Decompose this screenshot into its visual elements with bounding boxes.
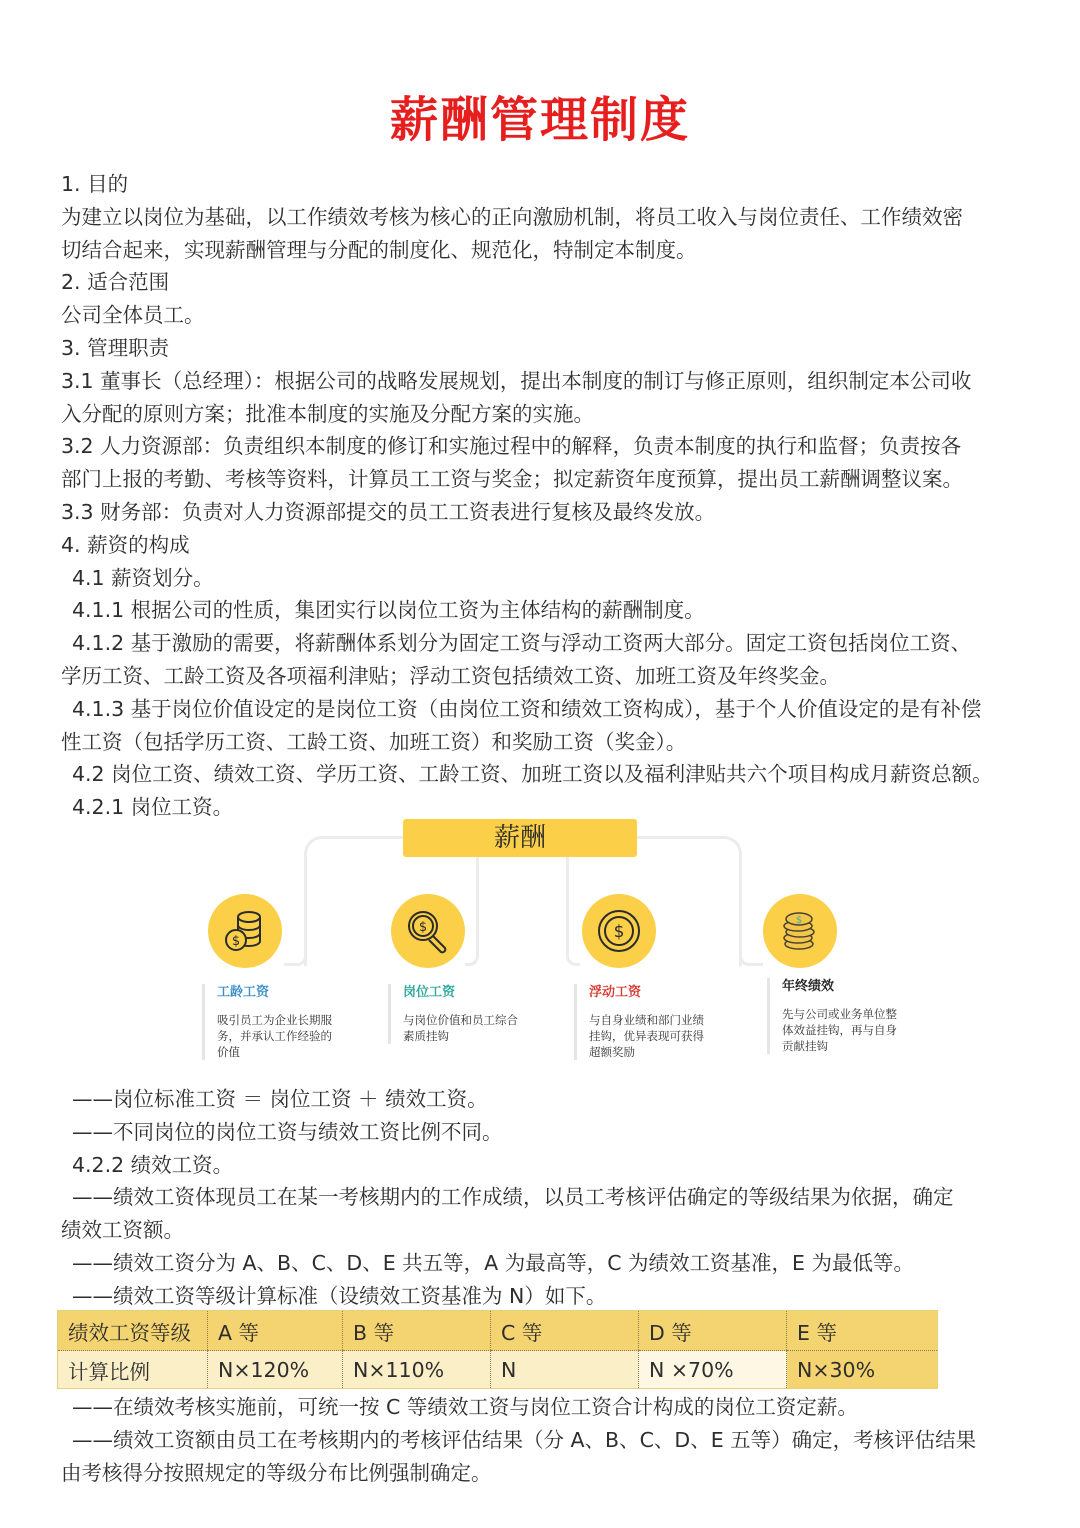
table-header-cell: B 等	[343, 1311, 491, 1351]
table-header-cell: D 等	[639, 1311, 787, 1351]
magnifier-dollar-icon	[391, 894, 465, 968]
node-desc-line: 务，并承认工作经验的	[217, 1029, 332, 1043]
section-3-1-line1: 3.1 董事长（总经理）：根据公司的战略发展规划，提出本制度的制订与修正原则，组织制定本公司收	[61, 368, 972, 393]
section-4-2-1: 4.2.1 岗位工资。	[72, 795, 234, 820]
section-2-heading: 2. 适合范围	[61, 270, 170, 295]
node-desc-line: 先与公司或业务单位整	[782, 1007, 897, 1021]
section-3-1-line2: 入分配的原则方案；批准本制度的实施及分配方案的实施。	[61, 401, 594, 426]
coin-stack-dollar-icon	[208, 894, 282, 968]
node-desc-line: 体效益挂钩，再与自身	[782, 1023, 897, 1037]
section-4-1-3-line2: 性工资（包括学历工资、工龄工资、加班工资）和奖励工资（奖金）。	[61, 729, 687, 754]
node-year-end-performance	[767, 978, 942, 1054]
performance-desc-line1: ——绩效工资体现员工在某一考核期内的工作成绩，以员工考核评估确定的等级结果为依据，确定	[72, 1185, 954, 1210]
section-3-heading: 3. 管理职责	[61, 335, 170, 360]
node-desc-line: 挂钩，优异表现可获得	[589, 1029, 704, 1043]
section-4-2: 4.2 岗位工资、绩效工资、学历工资、工龄工资、加班工资以及福利津贴共六个项目构成月薪资总额。	[72, 762, 993, 787]
node-title: 年终绩效	[782, 979, 835, 994]
section-1-heading: 1. 目的	[61, 172, 129, 196]
table-header-cell: C 等	[491, 1311, 639, 1351]
node-seniority-pay	[202, 984, 377, 1060]
section-4-1-3-line1: 4.1.3 基于岗位价值设定的是岗位工资（由岗位工资和绩效工资构成），基于个人价值设定的是有补偿	[72, 696, 982, 721]
table-cell: N	[491, 1351, 639, 1389]
section-4-heading: 4. 薪资的构成	[61, 532, 190, 557]
section-4-1-2-line2: 学历工资、工龄工资及各项福利津贴；浮动工资包括绩效工资、加班工资及年终奖金。	[61, 663, 840, 688]
gold-coins-icon	[763, 894, 837, 968]
node-position-pay	[388, 984, 563, 1044]
formula-line: ——岗位标准工资 ＝ 岗位工资 ＋ 绩效工资。	[72, 1087, 488, 1111]
assessment-result-line1: ——绩效工资额由员工在考核期内的考核评估结果（分 A、B、C、D、E 五等）确定，考核评估结果	[72, 1427, 977, 1452]
section-4-2-2: 4.2.2 绩效工资。	[72, 1152, 234, 1177]
table-row	[58, 1351, 938, 1389]
node-title: 岗位工资	[403, 985, 456, 1000]
node-desc-line: 与岗位价值和员工综合	[403, 1013, 518, 1027]
document-title: 薪酬管理制度	[389, 92, 690, 148]
ratio-note: ——不同岗位的岗位工资与绩效工资比例不同。	[72, 1119, 503, 1144]
table-header-row	[58, 1311, 938, 1351]
section-1-body-line1: 为建立以岗位为基础，以工作绩效考核为核心的正向激励机制，将员工收入与岗位责任、工作绩效密	[61, 204, 963, 229]
node-desc-line: 超额奖励	[589, 1045, 635, 1059]
svg-text:$: $	[613, 922, 625, 942]
node-desc	[403, 1012, 563, 1044]
node-desc	[217, 1012, 377, 1060]
salary-structure-diagram	[200, 812, 900, 1077]
assessment-result-line2: 由考核得分按照规定的等级分布比例强制确定。	[61, 1460, 492, 1485]
node-desc-line: 价值	[217, 1045, 240, 1059]
section-4-1-2-line1: 4.1.2 基于激励的需要，将薪酬体系划分为固定工资与浮动工资两大部分。固定工资包括岗位工资、	[72, 631, 972, 656]
svg-text:$: $	[795, 915, 803, 926]
section-3-2-line1: 3.2 人力资源部：负责组织本制度的修订和实施过程中的解释，负责本制度的执行和监督；负责按各	[61, 434, 962, 459]
performance-desc-line2: 绩效工资额。	[61, 1218, 184, 1243]
node-floating-pay	[574, 984, 749, 1060]
table-cell: N ×70%	[639, 1351, 787, 1389]
table-header-cell: E 等	[787, 1311, 938, 1351]
svg-text:$: $	[418, 920, 428, 935]
table-header-cell: A 等	[208, 1311, 343, 1351]
table-cell: N×30%	[787, 1351, 938, 1389]
section-2-body: 公司全体员工。	[61, 303, 205, 328]
connector-left-inner	[465, 856, 479, 966]
section-1-body-line2: 切结合起来，实现薪酬管理与分配的制度化、规范化，特制定本制度。	[61, 237, 697, 262]
policy-body-top	[61, 168, 1026, 824]
performance-grade-table	[57, 1310, 938, 1389]
pre-assessment-note: ——在绩效考核实施前，可统一按 C 等绩效工资与岗位工资合计构成的岗位工资定薪。	[72, 1395, 858, 1419]
connector-left-outer	[304, 836, 406, 966]
connector-right-inner	[566, 856, 580, 966]
grades-standard-intro: ——绩效工资等级计算标准（设绩效工资基准为 N）如下。	[72, 1283, 607, 1308]
table-cell: N×120%	[208, 1351, 343, 1389]
node-desc-line: 吸引员工为企业长期服	[217, 1013, 332, 1027]
node-desc	[589, 1012, 749, 1060]
connector-left-outer-foot	[284, 942, 307, 966]
node-title: 浮动工资	[589, 985, 642, 1000]
node-desc-line: 与自身业绩和部门业绩	[589, 1013, 704, 1027]
node-desc	[782, 1006, 942, 1054]
policy-body-bottom	[61, 1391, 1026, 1489]
svg-text:$: $	[231, 934, 241, 949]
dollar-coin-icon	[582, 894, 656, 968]
policy-body-middle	[61, 1083, 1026, 1313]
section-3-3: 3.3 财务部：负责对人力资源部提交的员工工资表进行复核及最终发放。	[61, 499, 716, 524]
table-header-cell: 绩效工资等级	[58, 1311, 208, 1351]
node-desc-line: 贡献挂钩	[782, 1039, 828, 1053]
diagram-root-salary: 薪酬	[403, 819, 637, 857]
table-cell: N×110%	[343, 1351, 491, 1389]
table-cell: 计算比例	[58, 1351, 208, 1389]
connector-right-outer-foot	[739, 942, 763, 966]
section-3-2-line2: 部门上报的考勤、考核等资料，计算员工工资与奖金；拟定薪资年度预算，提出员工薪酬调整议案。	[61, 467, 963, 492]
node-title: 工龄工资	[217, 985, 270, 1000]
section-4-1: 4.1 薪资划分。	[72, 565, 214, 590]
node-desc-line: 素质挂钩	[403, 1029, 449, 1043]
section-4-1-1: 4.1.1 根据公司的性质，集团实行以岗位工资为主体结构的薪酬制度。	[72, 598, 705, 623]
grades-desc: ——绩效工资分为 A、B、C、D、E 共五等，A 为最高等，C 为绩效工资基准，E 为最低等。	[72, 1250, 915, 1275]
